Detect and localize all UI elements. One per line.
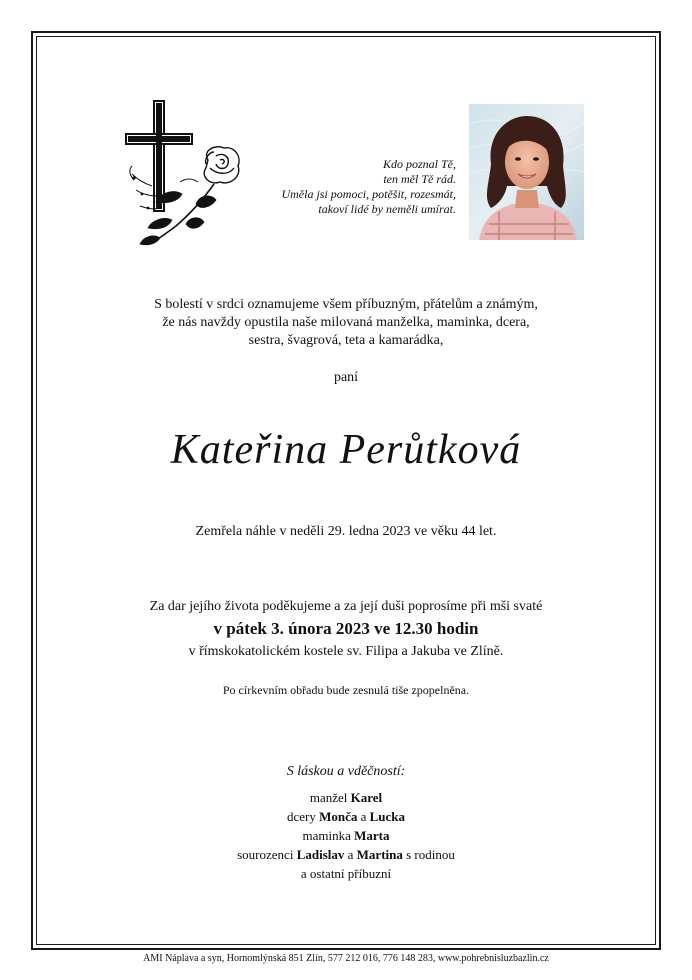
mass-line: Za dar jejího života poděkujeme a za její duši poprosíme při mši svaté [149, 599, 543, 614]
death-note: Zemřela náhle v neděli 29. ledna 2023 ve věku 44 let. [195, 524, 497, 539]
footer-contact: AMI Náplava a syn, Hornomlýnská 851 Zlín, 577 212 016, 776 148 283, www.pohrebnisluzbazlin.cz [143, 953, 549, 964]
family-row: manžel Karel [309, 790, 383, 805]
cremation-note: Po církevním obřadu bude zesnulá tiše zpopelněna. [222, 683, 470, 697]
portrait-photo [469, 104, 584, 240]
mass-info [36, 596, 656, 662]
family-row: a ostatní příbuzní [300, 866, 392, 881]
announcement-line: sestra, švagrová, teta a kamarádka, [248, 333, 444, 348]
closing-line: S láskou a vděčností: [286, 764, 406, 779]
title-word: paní [333, 370, 359, 385]
poem [196, 157, 456, 217]
announcement-text [36, 296, 656, 350]
mass-date: v pátek 3. února 2023 ve 12.30 hodin [213, 619, 479, 638]
poem-line: Kdo poznal Tě, [382, 157, 456, 171]
mass-place: v římskokatolickém kostele sv. Filipa a Jakuba ve Zlíně. [188, 644, 504, 659]
announcement-line: S bolestí v srdci oznamujeme všem příbuzným, přátelům a známým, [154, 297, 538, 312]
announcement-line: že nás navždy opustila naše milovaná manželka, maminka, dcera, [162, 315, 530, 330]
family-row: maminka Marta [302, 828, 390, 843]
family-row: dcery Monča a Lucka [286, 809, 406, 824]
poem-line: takoví lidé by neměli umírat. [318, 202, 456, 216]
family-row: sourozenci Ladislav a Martina s rodinou [237, 847, 455, 862]
family-list [36, 788, 656, 883]
poem-line: ten měl Tě rád. [383, 172, 456, 186]
deceased-name: Kateřina Perůtková [170, 427, 522, 473]
poem-line: Uměla jsi pomoci, potěšit, rozesmát, [281, 187, 456, 201]
